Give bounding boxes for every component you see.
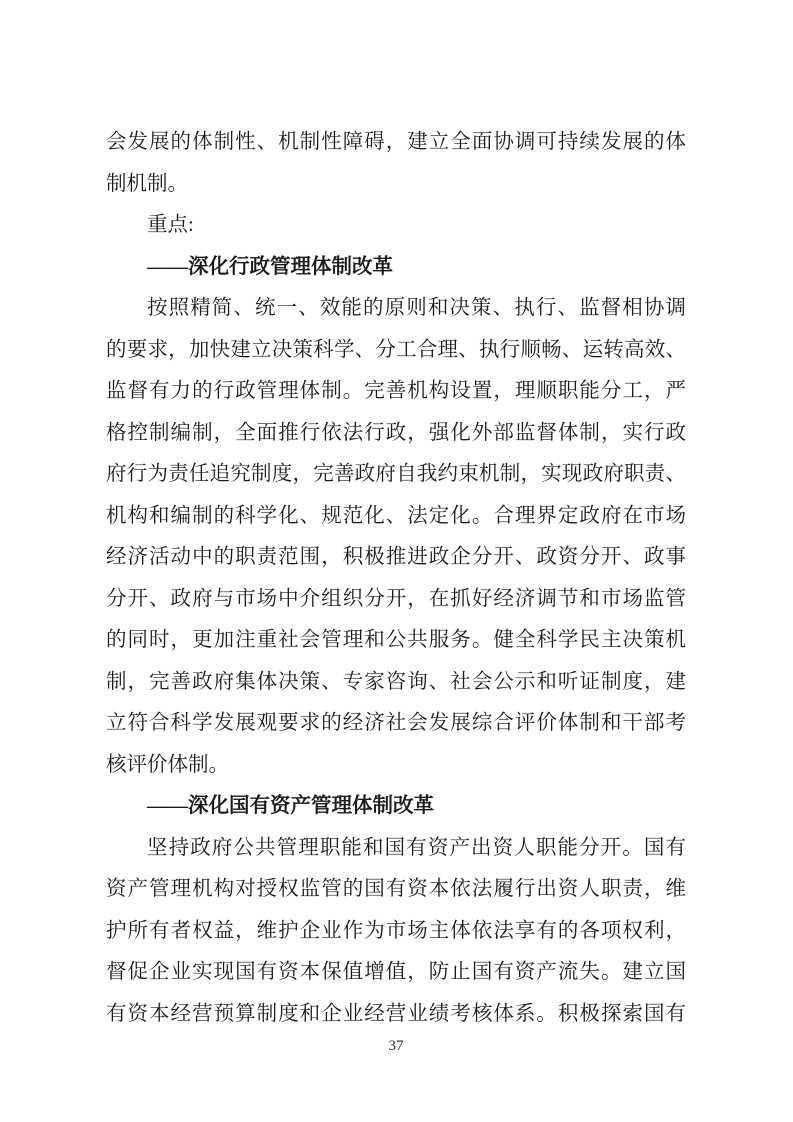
text-line: 制，完善政府集体决策、专家咨询、社会公示和听证制度，建	[106, 670, 686, 693]
text-line: 有资本经营预算制度和企业经营业绩考核体系。积极探索国有	[106, 1002, 686, 1025]
text-line: 按照精简、统一、效能的原则和决策、执行、监督相协调	[147, 297, 686, 319]
text-line: 护所有者权益，维护企业作为市场主体依法享有的各项权利，	[106, 919, 686, 942]
text-line: 坚持政府公共管理职能和国有资产出资人职能分开。国有	[147, 836, 686, 859]
text-line: 机构和编制的科学化、规范化、法定化。合理界定政府在市场	[106, 504, 686, 527]
text-line: 会发展的体制性、机制性障碍，建立全面协调可持续发展的体	[106, 131, 686, 153]
text-line: 的要求，加快建立决策科学、分工合理、执行顺畅、运转高效、	[106, 338, 686, 361]
text-line: 制机制。	[106, 172, 188, 195]
text-line: 经济活动中的职责范围，积极推进政企分开、政资分开、政事	[106, 546, 686, 568]
text-line: 立符合科学发展观要求的经济社会发展综合评价体制和干部考	[106, 712, 686, 734]
page-number: 37	[388, 1038, 404, 1054]
text-line: 分开、政府与市场中介组织分开，在抓好经济调节和市场监管	[106, 587, 686, 610]
text-line: 重点:	[147, 214, 194, 236]
text-line: 监督有力的行政管理体制。完善机构设置，理顺职能分工，严	[106, 380, 686, 402]
text-line: 的同时，更加注重社会管理和公共服务。健全科学民主决策机	[106, 629, 686, 651]
section-heading: ——深化国有资产管理体制改革	[147, 795, 434, 817]
text-line: 格控制编制，全面推行依法行政，强化外部监督体制，实行政	[106, 421, 686, 444]
document-body	[106, 122, 686, 1035]
text-line: 资产管理机构对授权监管的国有资本依法履行出资人职责，维	[106, 878, 686, 900]
section-heading: ——深化行政管理体制改革	[147, 255, 393, 278]
text-line: 核评价体制。	[106, 753, 229, 776]
text-line: 督促企业实现国有资本保值增值，防止国有资产流失。建立国	[106, 961, 686, 983]
text-line: 府行为责任追究制度，完善政府自我约束机制，实现政府职责、	[106, 463, 686, 485]
